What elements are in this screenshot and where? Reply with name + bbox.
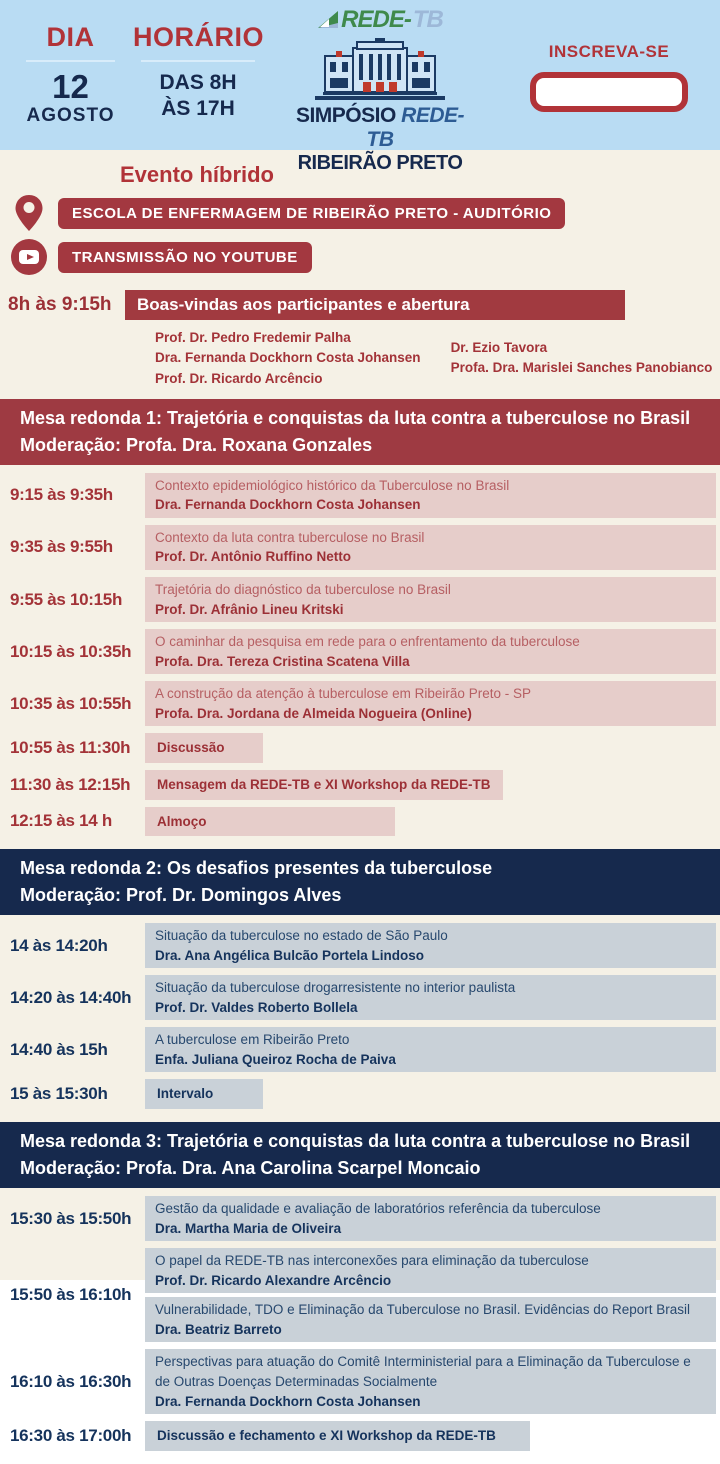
session-time: 9:35 às 9:55h bbox=[10, 537, 113, 557]
day-block bbox=[18, 22, 123, 127]
session-speaker: Prof. Dr. Afrânio Lineu Kritski bbox=[155, 601, 344, 617]
logo-text-prefix: REDE- bbox=[341, 6, 411, 33]
symposium-brand: REDE-TB bbox=[366, 104, 465, 151]
session-badge: Discussão e fechamento e XI Workshop da REDE-TB bbox=[145, 1421, 530, 1451]
session-time: 9:15 às 9:35h bbox=[10, 485, 113, 505]
session-speaker: Profa. Dra. Tereza Cristina Scatena Villa bbox=[155, 653, 410, 669]
divider bbox=[141, 60, 255, 62]
opening-speakers bbox=[155, 328, 720, 389]
session-title: A construção da atenção à tuberculose em Ribeirão Preto - SP bbox=[155, 686, 531, 702]
session-badge: Intervalo bbox=[145, 1079, 263, 1109]
location-pin-icon bbox=[0, 194, 58, 232]
session-speaker: Dra. Fernanda Dockhorn Costa Johansen bbox=[155, 1393, 421, 1409]
session-speaker: Dra. Ana Angélica Bulcão Portela Lindoso bbox=[155, 947, 425, 963]
opening-title-badge: Boas-vindas aos participantes e abertura bbox=[125, 290, 625, 320]
schedule-row bbox=[0, 1421, 720, 1451]
section-mesa-redonda-1 bbox=[0, 399, 720, 849]
section-band bbox=[0, 1122, 720, 1188]
session-title: Gestão da qualidade e avaliação de laboratórios referência da tuberculose bbox=[155, 1201, 601, 1216]
section-mesa-redonda-2 bbox=[0, 849, 720, 1122]
schedule-row bbox=[0, 473, 720, 518]
session-speaker: Dra. Martha Maria de Oliveira bbox=[155, 1220, 342, 1236]
rede-tb-logo-icon bbox=[317, 10, 339, 30]
session-time: 8h às 9:15h bbox=[8, 294, 112, 315]
schedule-row bbox=[0, 1027, 720, 1072]
band-moderator: Moderação: Prof. Dr. Domingos Alves bbox=[20, 885, 342, 906]
session-speaker: Dra. Beatriz Barreto bbox=[155, 1321, 282, 1337]
subscribe-button[interactable] bbox=[530, 72, 688, 112]
session-badge bbox=[145, 577, 716, 622]
logo-text-suffix: TB bbox=[412, 6, 443, 33]
session-badge bbox=[145, 1349, 716, 1414]
symposium-word: SIMPÓSIO bbox=[295, 104, 396, 127]
schedule-row bbox=[0, 1248, 720, 1342]
session-badge bbox=[145, 1196, 716, 1241]
session-badge bbox=[145, 525, 716, 570]
session-time: 15:30 às 15:50h bbox=[10, 1208, 132, 1228]
poster-header bbox=[0, 0, 720, 174]
rede-tb-logo bbox=[285, 6, 475, 34]
session-title: Trajetória do diagnóstico da tuberculose no Brasil bbox=[155, 582, 451, 597]
session-badge: Discussão bbox=[145, 733, 263, 763]
session-badge bbox=[145, 923, 716, 968]
band-title: Mesa redonda 2: Os desafios presentes da tuberculose bbox=[20, 858, 493, 879]
session-speaker: Prof. Dr. Valdes Roberto Bollela bbox=[155, 999, 358, 1015]
schedule-row bbox=[0, 1079, 720, 1109]
youtube-badge[interactable]: TRANSMISSÃO NO YOUTUBE bbox=[58, 242, 312, 273]
session-badge bbox=[145, 681, 716, 726]
session-time: 15 às 15:30h bbox=[10, 1084, 108, 1104]
divider bbox=[26, 60, 115, 62]
location-badge[interactable]: ESCOLA DE ENFERMAGEM DE RIBEIRÃO PRETO - AUDITÓRIO bbox=[58, 198, 565, 229]
session-time: 11:30 às 12:15h bbox=[10, 774, 131, 794]
session-title: Contexto epidemiológico histórico da Tuberculose no Brasil bbox=[155, 477, 510, 493]
band-moderator: Moderação: Profa. Dra. Ana Carolina Scarpel Moncaio bbox=[20, 1158, 481, 1178]
band-moderator: Moderação: Profa. Dra. Roxana Gonzales bbox=[20, 434, 373, 455]
schedule-row bbox=[0, 1196, 720, 1241]
session-time: 14:20 às 14:40h bbox=[10, 987, 132, 1007]
session-time: 14 às 14:20h bbox=[10, 935, 108, 955]
session-badge bbox=[145, 1248, 716, 1293]
session-speaker: Prof. Dr. Antônio Ruffino Netto bbox=[155, 549, 351, 565]
session-time: 15:50 às 16:10h bbox=[10, 1285, 132, 1305]
day-label: DIA bbox=[46, 22, 95, 52]
session-time: 10:35 às 10:55h bbox=[10, 693, 132, 713]
session-badge-stack bbox=[145, 1248, 716, 1342]
session-title: Situação da tuberculose drogarresistente no interior paulista bbox=[155, 980, 516, 996]
day-month: AGOSTO bbox=[26, 105, 115, 126]
schedule-row bbox=[0, 577, 720, 622]
schedule-row bbox=[0, 629, 720, 674]
session-title: Contexto da luta contra tuberculose no Brasil bbox=[155, 529, 425, 545]
speaker-column bbox=[155, 328, 421, 389]
speaker-column bbox=[451, 328, 713, 389]
session-title: O caminhar da pesquisa em rede para o enfrentamento da tuberculose bbox=[155, 634, 580, 650]
subscribe-block bbox=[524, 42, 694, 112]
session-time: 10:15 às 10:35h bbox=[10, 641, 132, 661]
session-title: Situação da tuberculose no estado de São Paulo bbox=[155, 928, 448, 944]
building-illustration bbox=[305, 36, 455, 102]
session-speaker: Enfa. Juliana Queiroz Rocha de Paiva bbox=[155, 1051, 396, 1067]
session-time: 16:30 às 17:00h bbox=[10, 1425, 132, 1445]
section-band bbox=[0, 399, 720, 465]
schedule-row bbox=[0, 770, 720, 800]
session-title: Vulnerabilidade, TDO e Eliminação da Tuberculose no Brasil. Evidências do Report Brasil bbox=[155, 1302, 691, 1318]
logo-block bbox=[285, 6, 475, 175]
speaker-name: Dra. Fernanda Dockhorn Costa Johansen bbox=[155, 350, 421, 366]
session-title: A tuberculose em Ribeirão Preto bbox=[155, 1032, 350, 1048]
session-time: 9:55 às 10:15h bbox=[10, 589, 123, 609]
session-badge bbox=[145, 629, 716, 674]
section-rows bbox=[0, 1188, 720, 1464]
speaker-name: Prof. Dr. Ricardo Arcêncio bbox=[155, 370, 323, 386]
session-title: O papel da REDE-TB nas interconexões para eliminação da tuberculose bbox=[155, 1253, 589, 1269]
session-speaker: Dra. Fernanda Dockhorn Costa Johansen bbox=[155, 497, 421, 513]
session-badge bbox=[145, 473, 716, 518]
schedule-row bbox=[0, 525, 720, 570]
hours-from: DAS 8H bbox=[159, 71, 237, 94]
symposium-city: RIBEIRÃO PRETO bbox=[297, 152, 463, 174]
band-title: Mesa redonda 3: Trajetória e conquistas da luta contra a tuberculose no Brasil bbox=[20, 1131, 691, 1151]
speaker-name: Prof. Dr. Pedro Fredemir Palha bbox=[155, 330, 351, 345]
speaker-name: Profa. Dra. Marislei Sanches Panobianco bbox=[450, 360, 713, 376]
hours-label: HORÁRIO bbox=[133, 22, 264, 52]
session-time: 10:55 às 11:30h bbox=[10, 738, 131, 758]
session-badge bbox=[145, 1027, 716, 1072]
hours-block bbox=[133, 22, 263, 123]
schedule-row bbox=[0, 807, 720, 837]
section-mesa-redonda-3 bbox=[0, 1122, 720, 1464]
subscribe-label: INSCREVA-SE bbox=[548, 42, 670, 61]
session-title: Perspectivas para atuação do Comitê Interministerial para a Eliminação da Tuberculose e de Outras Doenças Determinadas Socialmente bbox=[155, 1354, 691, 1389]
opening-row bbox=[0, 290, 720, 320]
speaker-name: Dr. Ezio Tavora bbox=[450, 340, 548, 355]
poster-body bbox=[0, 150, 720, 1464]
session-badge: Mensagem da REDE-TB e XI Workshop da REDE-TB bbox=[145, 770, 503, 800]
session-time: 14:40 às 15h bbox=[10, 1039, 108, 1059]
youtube-icon bbox=[0, 238, 58, 276]
section-band bbox=[0, 849, 720, 915]
symposium-title bbox=[285, 104, 475, 152]
session-badge bbox=[145, 975, 716, 1020]
session-badge: Almoço bbox=[145, 807, 395, 837]
session-speaker: Prof. Dr. Ricardo Alexandre Arcêncio bbox=[155, 1272, 392, 1288]
session-badge bbox=[145, 1297, 716, 1342]
hours-to: ÀS 17H bbox=[161, 97, 235, 121]
section-rows bbox=[0, 915, 720, 1122]
session-speaker: Profa. Dra. Jordana de Almeida Nogueira (Online) bbox=[155, 705, 472, 721]
band-title: Mesa redonda 1: Trajetória e conquistas da luta contra a tuberculose no Brasil bbox=[20, 407, 691, 428]
schedule-row bbox=[0, 733, 720, 763]
day-number: 12 bbox=[52, 68, 89, 105]
session-time: 16:10 às 16:30h bbox=[10, 1371, 132, 1391]
location-row bbox=[0, 194, 720, 232]
session-time: 12:15 às 14 h bbox=[10, 811, 112, 831]
youtube-row bbox=[0, 238, 720, 276]
schedule-row bbox=[0, 923, 720, 968]
schedule-row bbox=[0, 1349, 720, 1414]
section-rows bbox=[0, 465, 720, 849]
schedule-row bbox=[0, 975, 720, 1020]
hybrid-event-heading: Evento híbrido bbox=[120, 162, 274, 187]
schedule-row bbox=[0, 681, 720, 726]
